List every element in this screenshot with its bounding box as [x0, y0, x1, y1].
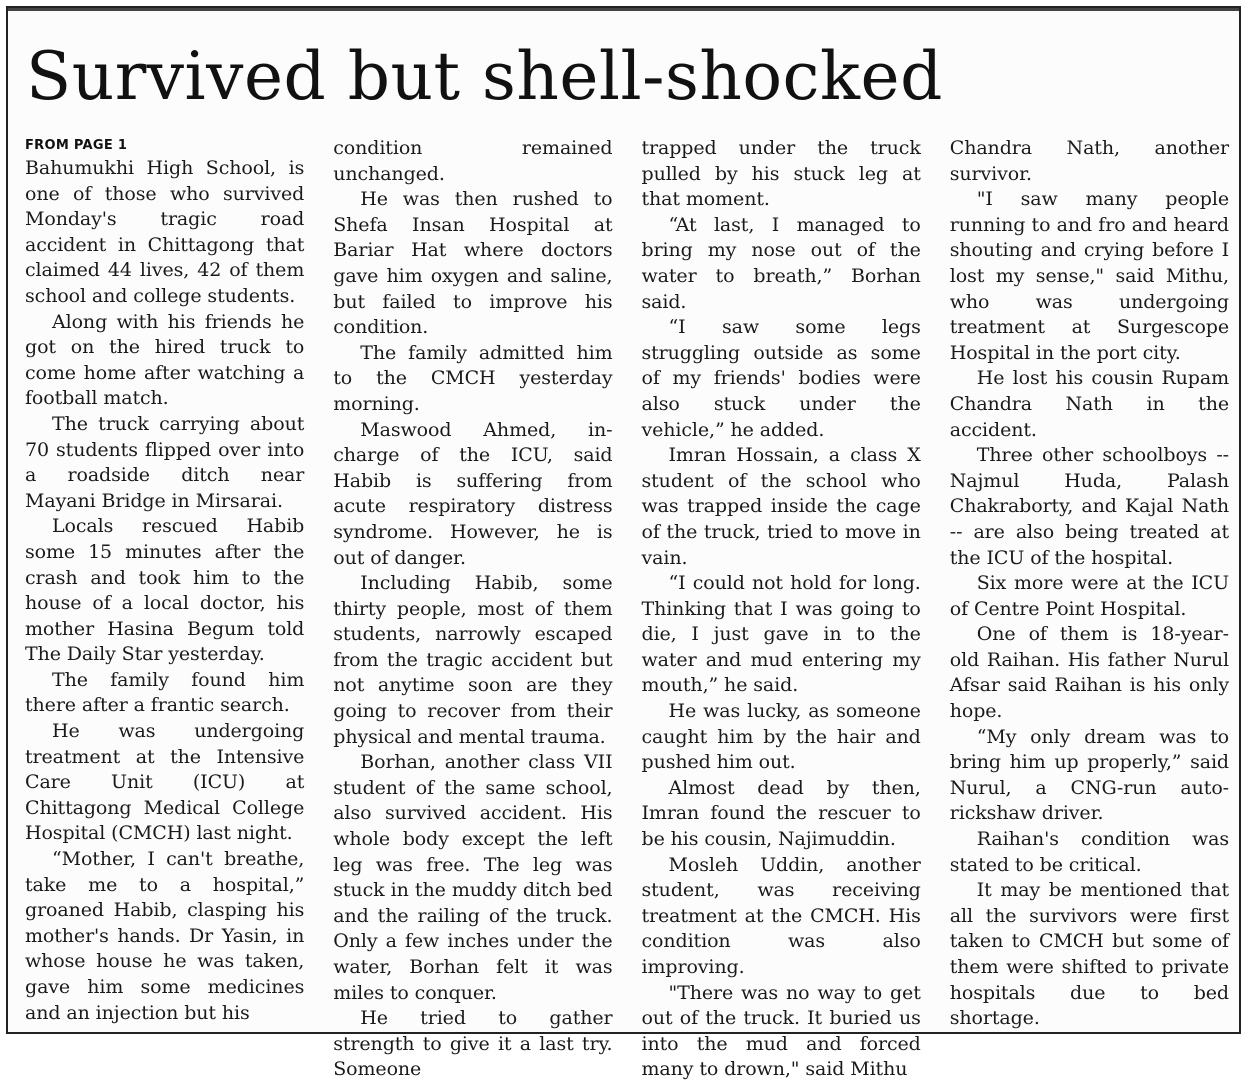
- paragraph: Three other schoolboys -- Najmul Huda, Palash Chakraborty, and Kajal Nath -- are also being treated at the ICU of the hospital.: [949, 444, 1229, 569]
- article-column-2: [333, 136, 613, 1081]
- newspaper-clipping: [6, 6, 1241, 1081]
- paragraph: Chandra Nath, another survivor.: [949, 137, 1229, 185]
- paragraph: Imran Hossain, a class X student of the school who was trapped inside the cage of the truck, tried to move in vain.: [641, 444, 921, 569]
- paragraph: “Mother, I can't breathe, take me to a hospital,” groaned Habib, clasping his mother's hands. Dr Yasin, in whose house he was taken, gave him some medicines and an injection but his: [25, 848, 305, 1024]
- paragraph: trapped under the truck pulled by his stuck leg at that moment.: [641, 137, 921, 211]
- paragraph: “I saw some legs struggling outside as some of my friends' bodies were also stuck under the vehicle,” he added.: [641, 316, 921, 441]
- paragraph: condition remained unchanged.: [333, 137, 613, 185]
- article-column-4: [950, 136, 1229, 1028]
- paragraph: “At last, I managed to bring my nose out of the water to breath,” Borhan said.: [641, 213, 921, 313]
- paragraph: "I saw many people running to and fro and heard shouting and crying before I lost my sense," said Mithu, who was undergoing treatment at Surgescope Hospital in the port city.: [949, 188, 1229, 364]
- paragraph: He lost his cousin Rupam Chandra Nath in the accident.: [949, 367, 1229, 441]
- paragraph: He was undergoing treatment at the Intensive Care Unit (ICU) at Chittagong Medical College Hospital (CMCH) last night.: [25, 720, 305, 845]
- paragraph: “I could not hold for long. Thinking that I was going to die, I just gave in to the water and mud entering my mouth,” he said.: [641, 572, 921, 697]
- paragraph: The truck carrying about 70 students flipped over into a roadside ditch near Mayani Bridge in Mirsarai.: [25, 412, 305, 512]
- article-body: [25, 136, 1229, 1081]
- paragraph: He was then rushed to Shefa Insan Hospital at Bariar Hat where doctors gave him oxygen and saline, but failed to improve his condition.: [333, 188, 613, 339]
- paragraph: Borhan, another class VII student of the same school, also survived accident. His whole body except the left leg was free. The leg was stuck in the muddy ditch bed and the railing of the truck. Only a few inches under the water, Borhan felt it was miles to conquer.: [333, 751, 613, 1004]
- paragraph: "There was no way to get out of the truck. It buried us into the mud and forced many to drown," said Mithu: [641, 981, 921, 1081]
- paragraph: Six more were at the ICU of Centre Point Hospital.: [949, 572, 1229, 620]
- paragraph: Raihan's condition was stated to be critical.: [949, 828, 1229, 876]
- paragraph: Maswood Ahmed, in-charge of the ICU, said Habib is suffering from acute respiratory distress syndrome. However, he is out of danger.: [333, 418, 613, 569]
- paragraph: Bahumukhi High School, is one of those who survived Monday's tragic road accident in Chittagong that claimed 44 lives, 42 of them school and college students.: [25, 157, 305, 307]
- paragraph: Almost dead by then, Imran found the rescuer to be his cousin, Najimuddin.: [641, 776, 921, 851]
- paragraph: Locals rescued Habib some 15 minutes after the crash and took him to the house of a local doctor, his mother Hasina Begum told The Daily Star yesterday.: [25, 515, 305, 666]
- headline: Survived but shell-shocked: [26, 38, 943, 115]
- paragraph: The family admitted him to the CMCH yesterday morning.: [333, 341, 613, 415]
- paragraph: He tried to gather strength to give it a last try. Someone: [333, 1007, 613, 1081]
- paragraph: The family found him there after a frantic search.: [25, 668, 305, 717]
- paragraph: It may be mentioned that all the survivors were first taken to CMCH but some of them were shifted to private hospitals due to bed shortage.: [949, 879, 1229, 1030]
- byline: FROM PAGE 1: [25, 138, 128, 153]
- paragraph: Mosleh Uddin, another student, was receiving treatment at the CMCH. His condition was also improving.: [641, 853, 921, 978]
- paragraph: Including Habib, some thirty people, most of them students, narrowly escaped from the tragic accident but not anytime soon are they going to recover from their physical and mental trauma.: [333, 572, 613, 748]
- paragraph: One of them is 18-year-old Raihan. His father Nurul Afsar said Raihan is his only hope.: [949, 623, 1229, 723]
- paragraph: He was lucky, as someone caught him by the hair and pushed him out.: [641, 700, 921, 774]
- paragraph: Along with his friends he got on the hired truck to come home after watching a football match.: [25, 310, 305, 410]
- paragraph: “My only dream was to bring him up properly,” said Nurul, a CNG-run auto-rickshaw driver.: [949, 725, 1229, 825]
- article-column-1: [25, 136, 304, 1028]
- article-column-3: [641, 136, 921, 1081]
- top-rule: [8, 8, 1239, 11]
